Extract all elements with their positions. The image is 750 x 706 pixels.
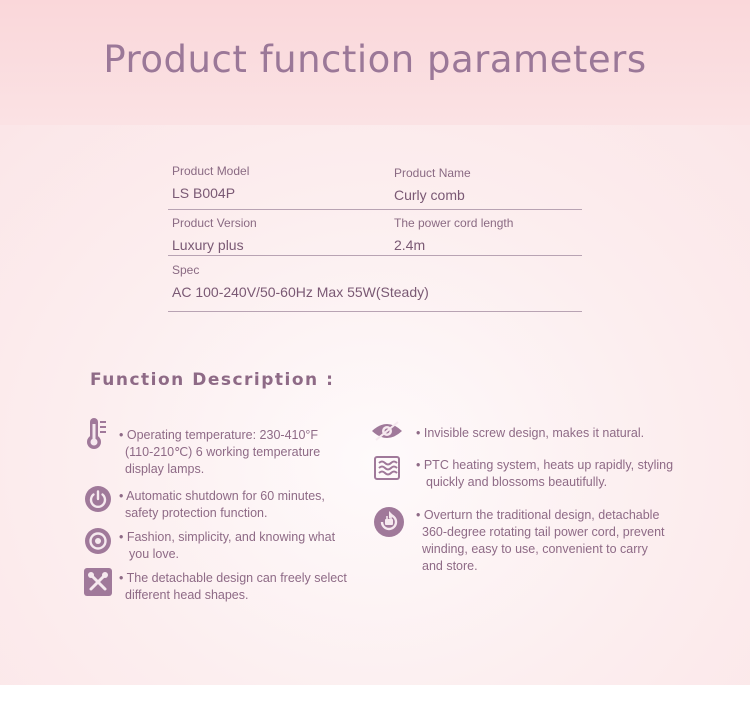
feature-temperature <box>119 427 320 478</box>
ring-icon <box>84 527 112 555</box>
feature-line: • Fashion, simplicity, and knowing what <box>119 530 336 544</box>
spec-name-value: Curly comb <box>394 187 465 203</box>
feature-detachable <box>119 570 347 604</box>
spec-cord <box>394 216 513 253</box>
feature-line: (110-210℃) 6 working temperature <box>125 445 321 459</box>
feature-line: • PTC heating system, heats up rapidly, styling <box>416 458 674 472</box>
feature-line: safety protection function. <box>125 506 268 520</box>
function-title: Function Description : <box>90 370 335 390</box>
spec-model-label: Product Model <box>172 164 250 178</box>
spec-model-value: LS B004P <box>172 185 236 201</box>
power-icon <box>84 485 112 513</box>
feature-fashion <box>119 529 335 563</box>
feature-line: • Automatic shutdown for 60 minutes, <box>119 489 325 503</box>
feature-line: • The detachable design can freely select <box>119 571 347 585</box>
feature-invisible-screw <box>416 425 644 442</box>
feature-line: display lamps. <box>125 462 205 476</box>
feature-line: and store. <box>422 559 478 573</box>
spec-version <box>172 216 257 253</box>
feature-line: quickly and blossoms beautifully. <box>426 475 608 489</box>
hidden-eye-icon <box>370 419 404 443</box>
feature-line: • Overturn the traditional design, detachable <box>416 508 660 522</box>
spec-divider <box>168 209 582 210</box>
feature-rotating-cord <box>416 507 665 575</box>
feature-line: you love. <box>129 547 180 561</box>
spec-divider <box>168 255 582 256</box>
spec-version-label: Product Version <box>172 216 257 230</box>
spec-divider <box>168 311 582 312</box>
feature-shutdown <box>119 488 325 522</box>
thermometer-icon <box>86 416 108 450</box>
feature-line: • Operating temperature: 230-410°F <box>119 428 319 442</box>
spec-spec-label: Spec <box>172 263 200 277</box>
feature-line: • Invisible screw design, makes it natural. <box>416 426 645 440</box>
spec-cord-label: The power cord length <box>394 216 514 230</box>
spec-name <box>394 166 471 203</box>
spec-spec-value: AC 100-240V/50-60Hz Max 55W(Steady) <box>172 284 429 300</box>
spec-model <box>172 164 249 201</box>
feature-line: winding, easy to use, convenient to carry <box>422 542 648 556</box>
feature-ptc-heating <box>416 457 673 491</box>
feature-line: different head shapes. <box>125 588 249 602</box>
footer-band <box>0 685 750 706</box>
heater-icon <box>373 456 401 480</box>
spec-spec <box>172 263 429 300</box>
spec-name-label: Product Name <box>394 166 471 180</box>
spec-cord-value: 2.4m <box>394 237 426 253</box>
feature-line: 360-degree rotating tail power cord, prevent <box>422 525 665 539</box>
page-title: Product function parameters <box>103 38 647 81</box>
spec-version-value: Luxury plus <box>172 237 244 253</box>
tools-icon <box>84 568 112 596</box>
rotating-plug-icon <box>373 506 405 538</box>
